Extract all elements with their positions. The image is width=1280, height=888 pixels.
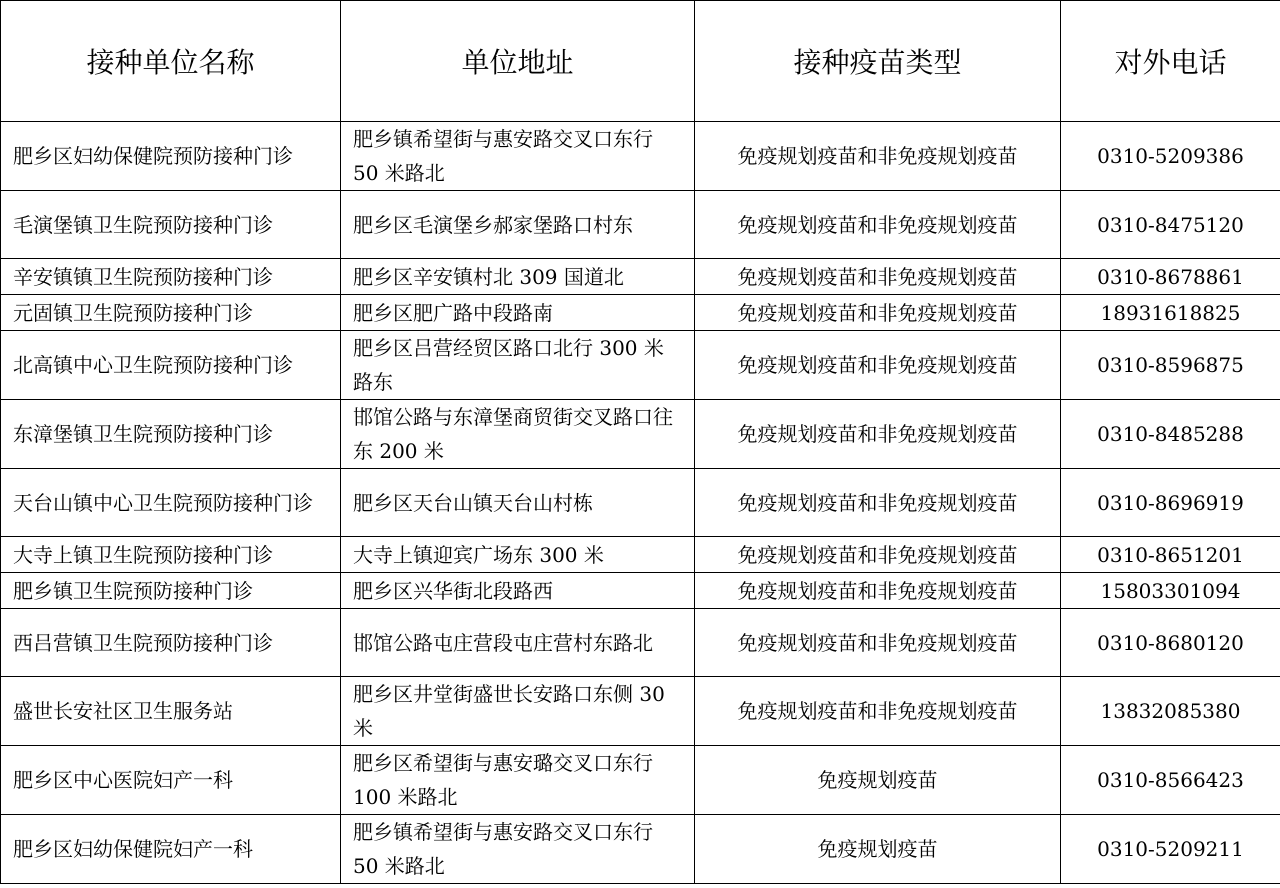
table-row bbox=[1, 677, 1280, 746]
cell-name: 盛世长安社区卫生服务站 bbox=[1, 677, 341, 746]
table-row bbox=[1, 259, 1280, 295]
cell-phone: 0310-8566423 bbox=[1061, 746, 1280, 815]
table-row bbox=[1, 331, 1280, 400]
cell-address: 邯馆公路屯庄营段屯庄营村东路北 bbox=[341, 609, 695, 677]
cell-vaccine-type: 免疫规划疫苗和非免疫规划疫苗 bbox=[695, 537, 1061, 573]
cell-vaccine-type: 免疫规划疫苗 bbox=[695, 746, 1061, 815]
header-row bbox=[1, 1, 1280, 122]
cell-address: 肥乡区吕营经贸区路口北行 300 米路东 bbox=[341, 331, 695, 400]
cell-name: 西吕营镇卫生院预防接种门诊 bbox=[1, 609, 341, 677]
cell-address: 肥乡镇希望街与惠安路交叉口东行 50 米路北 bbox=[341, 122, 695, 191]
cell-vaccine-type: 免疫规划疫苗和非免疫规划疫苗 bbox=[695, 400, 1061, 469]
cell-address: 肥乡区毛演堡乡郝家堡路口村东 bbox=[341, 191, 695, 259]
cell-vaccine-type: 免疫规划疫苗和非免疫规划疫苗 bbox=[695, 573, 1061, 609]
cell-address: 肥乡区井堂街盛世长安路口东侧 30 米 bbox=[341, 677, 695, 746]
cell-phone: 0310-5209386 bbox=[1061, 122, 1280, 191]
cell-vaccine-type: 免疫规划疫苗和非免疫规划疫苗 bbox=[695, 469, 1061, 537]
header-vaccine-type: 接种疫苗类型 bbox=[695, 1, 1061, 122]
cell-phone: 0310-5209211 bbox=[1061, 815, 1280, 884]
cell-name: 大寺上镇卫生院预防接种门诊 bbox=[1, 537, 341, 573]
table-row bbox=[1, 400, 1280, 469]
cell-name: 天台山镇中心卫生院预防接种门诊 bbox=[1, 469, 341, 537]
cell-phone: 0310-8475120 bbox=[1061, 191, 1280, 259]
cell-vaccine-type: 免疫规划疫苗和非免疫规划疫苗 bbox=[695, 295, 1061, 331]
cell-vaccine-type: 免疫规划疫苗和非免疫规划疫苗 bbox=[695, 259, 1061, 295]
table-row bbox=[1, 191, 1280, 259]
cell-phone: 18931618825 bbox=[1061, 295, 1280, 331]
table-row bbox=[1, 609, 1280, 677]
cell-address: 肥乡区兴华街北段路西 bbox=[341, 573, 695, 609]
cell-phone: 0310-8596875 bbox=[1061, 331, 1280, 400]
cell-vaccine-type: 免疫规划疫苗和非免疫规划疫苗 bbox=[695, 122, 1061, 191]
table-row bbox=[1, 746, 1280, 815]
cell-vaccine-type: 免疫规划疫苗和非免疫规划疫苗 bbox=[695, 191, 1061, 259]
cell-vaccine-type: 免疫规划疫苗 bbox=[695, 815, 1061, 884]
cell-address: 肥乡区希望街与惠安璐交叉口东行 100 米路北 bbox=[341, 746, 695, 815]
header-name: 接种单位名称 bbox=[1, 1, 341, 122]
cell-phone: 0310-8651201 bbox=[1061, 537, 1280, 573]
header-address: 单位地址 bbox=[341, 1, 695, 122]
cell-phone: 15803301094 bbox=[1061, 573, 1280, 609]
cell-name: 北高镇中心卫生院预防接种门诊 bbox=[1, 331, 341, 400]
cell-name: 肥乡区中心医院妇产一科 bbox=[1, 746, 341, 815]
cell-vaccine-type: 免疫规划疫苗和非免疫规划疫苗 bbox=[695, 609, 1061, 677]
table-row bbox=[1, 122, 1280, 191]
cell-address: 大寺上镇迎宾广场东 300 米 bbox=[341, 537, 695, 573]
cell-phone: 0310-8485288 bbox=[1061, 400, 1280, 469]
cell-name: 肥乡区妇幼保健院预防接种门诊 bbox=[1, 122, 341, 191]
cell-vaccine-type: 免疫规划疫苗和非免疫规划疫苗 bbox=[695, 677, 1061, 746]
cell-address: 肥乡区肥广路中段路南 bbox=[341, 295, 695, 331]
cell-address: 肥乡区辛安镇村北 309 国道北 bbox=[341, 259, 695, 295]
cell-vaccine-type: 免疫规划疫苗和非免疫规划疫苗 bbox=[695, 331, 1061, 400]
cell-phone: 0310-8680120 bbox=[1061, 609, 1280, 677]
table-row bbox=[1, 295, 1280, 331]
cell-name: 元固镇卫生院预防接种门诊 bbox=[1, 295, 341, 331]
table-row bbox=[1, 815, 1280, 884]
cell-name: 毛演堡镇卫生院预防接种门诊 bbox=[1, 191, 341, 259]
cell-name: 肥乡镇卫生院预防接种门诊 bbox=[1, 573, 341, 609]
cell-name: 肥乡区妇幼保健院妇产一科 bbox=[1, 815, 341, 884]
cell-address: 邯馆公路与东漳堡商贸街交叉路口往东 200 米 bbox=[341, 400, 695, 469]
cell-name: 东漳堡镇卫生院预防接种门诊 bbox=[1, 400, 341, 469]
cell-phone: 0310-8678861 bbox=[1061, 259, 1280, 295]
table-row bbox=[1, 573, 1280, 609]
cell-address: 肥乡区天台山镇天台山村栋 bbox=[341, 469, 695, 537]
cell-name: 辛安镇镇卫生院预防接种门诊 bbox=[1, 259, 341, 295]
header-phone: 对外电话 bbox=[1061, 1, 1280, 122]
table-row bbox=[1, 537, 1280, 573]
cell-phone: 0310-8696919 bbox=[1061, 469, 1280, 537]
cell-address: 肥乡镇希望街与惠安路交叉口东行 50 米路北 bbox=[341, 815, 695, 884]
table-row bbox=[1, 469, 1280, 537]
cell-phone: 13832085380 bbox=[1061, 677, 1280, 746]
